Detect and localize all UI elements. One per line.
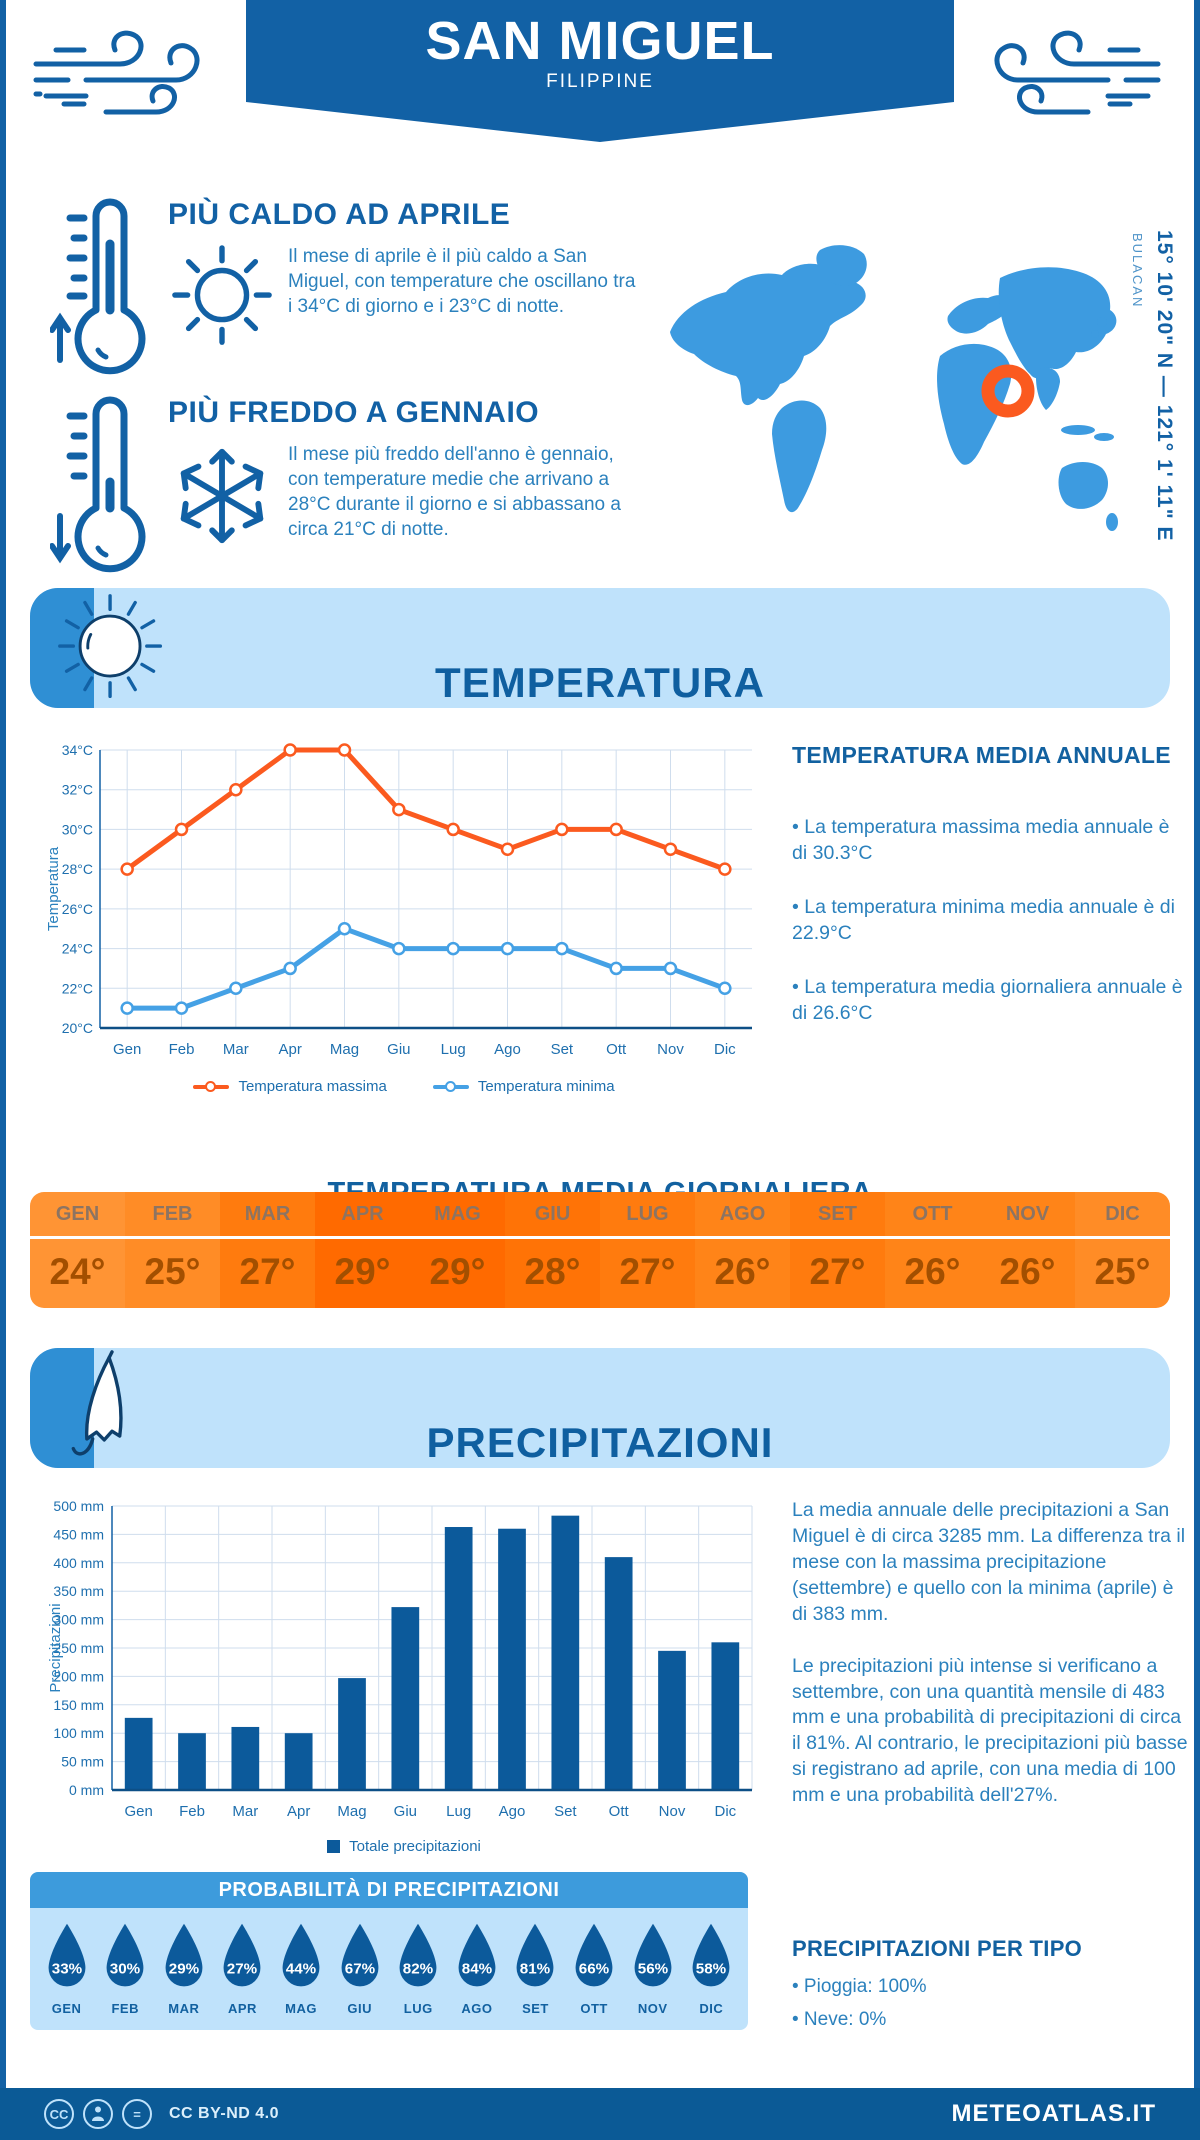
svg-text:Dic: Dic: [713, 1041, 736, 1058]
page-border-right: [1194, 0, 1200, 2140]
annual-temperature-bullets: [792, 815, 1190, 1027]
temperature-table-month: GEN: [30, 1192, 125, 1239]
legend-label: Temperatura minima: [477, 1078, 615, 1095]
svg-text:29%: 29%: [168, 1960, 200, 1978]
precipitation-by-type-heading: PRECIPITAZIONI PER TIPO: [792, 1936, 1083, 1961]
droplet-icon: [276, 1921, 326, 1991]
temperature-table-value: 29°: [429, 1251, 486, 1292]
highlight-warm-content: [168, 192, 640, 384]
temperature-section-title: TEMPERATURA: [435, 658, 765, 706]
svg-text:Lug: Lug: [446, 1803, 472, 1820]
probability-droplet-item: [214, 1921, 270, 2016]
temperature-table-column: [410, 1192, 505, 1308]
bullet-item: • Pioggia: 100%: [792, 1976, 927, 1997]
svg-text:Lug: Lug: [440, 1041, 466, 1058]
probability-month-label: MAG: [285, 2001, 317, 2016]
temperature-table-month: APR: [315, 1192, 410, 1239]
daily-temperature-table: [30, 1192, 1170, 1308]
svg-text:Mag: Mag: [337, 1803, 367, 1820]
svg-text:50 mm: 50 mm: [61, 1753, 104, 1770]
svg-text:27%: 27%: [227, 1960, 258, 1978]
droplet-icon: [100, 1921, 150, 1991]
temperature-table-column: [790, 1192, 885, 1308]
temperature-table-value: 26°: [904, 1251, 961, 1292]
wind-icon: [28, 24, 220, 136]
svg-text:300 mm: 300 mm: [53, 1611, 104, 1628]
probability-droplet-item: [625, 1921, 681, 2016]
temperature-banner: [30, 588, 1170, 708]
header-banner-point: [246, 102, 954, 142]
svg-text:20°C: 20°C: [61, 1020, 93, 1036]
temperature-table-month: AGO: [695, 1192, 790, 1239]
precipitation-paragraph-1: La media annuale delle precipitazioni a San Miguel è di circa 3285 mm. La differenza tra il mese con la massima precipitazione (settembre) e quello con la minima (aprile) è di 383 mm.: [792, 1499, 1186, 1625]
header-banner: [246, 0, 954, 102]
precipitation-chart: [44, 1496, 764, 1839]
svg-text:82%: 82%: [403, 1960, 434, 1978]
legend-marker-dot: [445, 1081, 456, 1092]
sun-icon: [168, 242, 276, 354]
temperature-table-column: [125, 1192, 220, 1308]
svg-text:400 mm: 400 mm: [53, 1554, 104, 1571]
svg-text:Apr: Apr: [278, 1041, 302, 1058]
droplet-icon: [42, 1921, 92, 1991]
temperature-table-value: 25°: [1094, 1251, 1151, 1292]
legend-item: [193, 1078, 386, 1095]
page-subtitle: FILIPPINE: [546, 71, 654, 92]
svg-text:Feb: Feb: [179, 1803, 205, 1820]
precipitation-banner: [30, 1348, 1170, 1468]
temperature-table-value: 27°: [809, 1251, 866, 1292]
wind-icon: [974, 24, 1166, 136]
snowflake-icon: [168, 440, 276, 552]
droplet-icon: [628, 1921, 678, 1991]
svg-text:24°C: 24°C: [61, 940, 93, 957]
droplet-icon: [217, 1921, 267, 1991]
temperature-table-column: [315, 1192, 410, 1308]
precipitation-by-type-bullets: [792, 1974, 1190, 2033]
probability-droplet-item: [507, 1921, 563, 2016]
svg-text:Mag: Mag: [329, 1041, 360, 1058]
droplet-icon: [569, 1921, 619, 1991]
cc-icon: CC: [44, 2099, 74, 2129]
probability-month-label: AGO: [461, 2001, 493, 2016]
highlight-warm-body: Il mese di aprile è il più caldo a San Miguel, con temperature che oscillano tra i 34°C di giorno e i 23°C di notte.: [288, 246, 636, 318]
highlight-cold-heading: PIÙ FREDDO A GENNAIO: [168, 396, 540, 429]
precipitation-probability-droplets: [30, 1908, 748, 2030]
probability-month-label: GIU: [347, 2001, 372, 2016]
page-title: SAN MIGUEL: [425, 11, 775, 71]
probability-month-label: NOV: [637, 2001, 668, 2016]
temperature-table-column: [980, 1192, 1075, 1308]
svg-text:450 mm: 450 mm: [53, 1526, 104, 1543]
probability-month-label: DIC: [699, 2001, 724, 2016]
svg-text:Set: Set: [554, 1803, 577, 1820]
probability-droplet-item: [97, 1921, 153, 2016]
droplet-icon: [510, 1921, 560, 1991]
temperature-table-value: 26°: [714, 1251, 771, 1292]
temperature-table-month: MAR: [220, 1192, 315, 1239]
temperature-table-value: 24°: [49, 1251, 106, 1292]
svg-text:200 mm: 200 mm: [53, 1668, 104, 1685]
temperature-chart-legend: [44, 1078, 764, 1095]
svg-text:81%: 81%: [520, 1960, 551, 1978]
svg-text:58%: 58%: [696, 1960, 727, 1978]
svg-text:22°C: 22°C: [61, 980, 93, 997]
temperature-table-value: 26°: [999, 1251, 1056, 1292]
svg-text:250 mm: 250 mm: [53, 1640, 104, 1656]
thermometer-down-icon: [50, 390, 168, 582]
probability-month-label: MAR: [168, 2001, 200, 2016]
temperature-table-month: OTT: [885, 1192, 980, 1239]
footer: [0, 2088, 1200, 2140]
svg-text:84%: 84%: [461, 1960, 493, 1978]
droplet-icon: [686, 1921, 736, 1991]
svg-text:Feb: Feb: [168, 1041, 195, 1058]
svg-text:67%: 67%: [344, 1960, 375, 1978]
droplet-icon: [393, 1921, 443, 1991]
temperature-table-month: GIU: [505, 1192, 600, 1239]
svg-text:56%: 56%: [637, 1960, 668, 1978]
legend-label: Temperatura massima: [238, 1078, 387, 1095]
temperature-table-value: 25°: [144, 1251, 201, 1292]
license-text: CC BY-ND 4.0: [169, 2105, 280, 2122]
svg-text:32°C: 32°C: [61, 781, 93, 798]
svg-text:30%: 30%: [110, 1960, 141, 1978]
probability-droplet-item: [39, 1921, 95, 2016]
probability-droplet-item: [683, 1921, 739, 2016]
svg-text:Nov: Nov: [658, 1803, 686, 1820]
temperature-table-value: 27°: [619, 1251, 676, 1292]
svg-text:350 mm: 350 mm: [53, 1583, 104, 1600]
svg-text:150 mm: 150 mm: [53, 1696, 104, 1713]
svg-text:Gen: Gen: [124, 1803, 153, 1820]
svg-text:26°C: 26°C: [61, 900, 93, 917]
map-coordinates: 15° 10' 20" N — 121° 1' 11" E: [1153, 230, 1176, 542]
temperature-table-column: [220, 1192, 315, 1308]
svg-text:100 mm: 100 mm: [53, 1725, 104, 1742]
temperature-table-month: DIC: [1075, 1192, 1170, 1239]
svg-text:500 mm: 500 mm: [53, 1498, 104, 1514]
precipitation-bar-chart-svg: [44, 1496, 764, 1834]
annual-temperature-summary: [792, 742, 1190, 1055]
page-border-left: [0, 0, 6, 2140]
svg-text:33%: 33%: [51, 1960, 82, 1978]
continent-north-america: [670, 264, 866, 405]
temperature-table-column: [1075, 1192, 1170, 1308]
svg-text:Mar: Mar: [222, 1041, 249, 1058]
probability-droplet-item: [332, 1921, 388, 2016]
svg-text:44%: 44%: [285, 1960, 317, 1978]
precipitation-section-title: PRECIPITAZIONI: [426, 1418, 774, 1466]
svg-text:Dic: Dic: [714, 1803, 737, 1820]
thermometer-up-icon: [50, 192, 168, 384]
svg-text:Ago: Ago: [498, 1803, 526, 1820]
legend-item: [327, 1838, 481, 1855]
continent-south-america: [772, 401, 826, 513]
probability-month-label: OTT: [580, 2001, 608, 2016]
highlight-warmest-month: [50, 192, 660, 384]
temperature-table-column: [695, 1192, 790, 1308]
bullet-item: • La temperatura media giornaliera annuale è di 26.6°C: [792, 975, 1183, 1024]
location-ring-icon: [988, 371, 1028, 411]
probability-droplet-item: [156, 1921, 212, 2016]
temperature-table-month: FEB: [125, 1192, 220, 1239]
temperature-line-chart-svg: [44, 738, 764, 1070]
probability-droplet-item: [273, 1921, 329, 2016]
bullet-item: • Neve: 0%: [792, 2009, 887, 2031]
probability-month-label: GEN: [51, 2001, 82, 2016]
svg-text:Gen: Gen: [112, 1041, 142, 1058]
world-map: [642, 220, 1122, 555]
temperature-table-month: NOV: [980, 1192, 1075, 1239]
svg-text:Nov: Nov: [657, 1041, 684, 1058]
temperature-table-column: [505, 1192, 600, 1308]
legend-line-sample: [433, 1085, 469, 1089]
svg-text:Ott: Ott: [608, 1803, 629, 1820]
precipitation-summary: [792, 1498, 1190, 1835]
temperature-chart: [44, 738, 764, 1075]
probability-month-label: LUG: [403, 2001, 433, 2016]
svg-text:28°C: 28°C: [61, 861, 93, 878]
temperature-table-value: 29°: [334, 1251, 391, 1292]
svg-text:Set: Set: [550, 1041, 574, 1058]
svg-text:Ago: Ago: [494, 1041, 521, 1058]
region-india: [1036, 368, 1060, 410]
probability-droplet-item: [390, 1921, 446, 2016]
bullet-item: • La temperatura massima media annuale è di 30.3°C: [792, 816, 1170, 864]
temperature-table-value: 28°: [524, 1251, 581, 1292]
highlight-cold-content: [168, 390, 640, 582]
legend-square-swatch: [327, 1840, 340, 1853]
precipitation-paragraph-2: Le precipitazioni più intense si verificano a settembre, con una quantità mensile di 483 mm e una probabilità di precipitazioni di circa il 81%. Al contrario, le precipitazioni più basse si registrano ad aprile, con una media di 100 mm e una probabilità dell'27%.: [792, 1654, 1188, 1807]
no-derivatives-icon: =: [122, 2099, 152, 2129]
droplet-icon: [335, 1921, 385, 1991]
brand-text: METEOATLAS.IT: [951, 2100, 1156, 2127]
temperature-table-value: 27°: [239, 1251, 296, 1292]
probability-month-label: FEB: [111, 2001, 139, 2016]
svg-text:Temperatura: Temperatura: [45, 846, 62, 932]
svg-text:66%: 66%: [578, 1960, 610, 1978]
svg-text:Precipitazioni: Precipitazioni: [47, 1603, 64, 1693]
temperature-table-month: LUG: [600, 1192, 695, 1239]
legend-marker-dot: [205, 1081, 216, 1092]
temperature-table-column: [885, 1192, 980, 1308]
svg-text:Ott: Ott: [606, 1041, 627, 1058]
precipitation-probability-panel: [30, 1872, 748, 2030]
droplet-icon: [452, 1921, 502, 1991]
droplet-icon: [159, 1921, 209, 1991]
temperature-table-column: [600, 1192, 695, 1308]
highlight-warm-heading: PIÙ CALDO AD APRILE: [168, 198, 511, 231]
bullet-item: • La temperatura minima media annuale è di 22.9°C: [792, 895, 1175, 944]
attribution-icon: [83, 2099, 113, 2129]
precipitation-probability-heading: PROBABILITÀ DI PRECIPITAZIONI: [30, 1872, 748, 1908]
precipitation-chart-legend: [44, 1838, 764, 1855]
svg-text:34°C: 34°C: [61, 742, 93, 758]
temperature-table-column: [30, 1192, 125, 1308]
svg-text:30°C: 30°C: [61, 821, 93, 838]
map-region: BULACAN: [1130, 233, 1145, 309]
temperature-table-month: MAG: [410, 1192, 505, 1239]
svg-text:0 mm: 0 mm: [69, 1782, 104, 1798]
legend-line-sample: [193, 1085, 229, 1089]
svg-text:Giu: Giu: [393, 1803, 418, 1820]
probability-droplet-item: [449, 1921, 505, 2016]
highlight-cold-body: Il mese più freddo dell'anno è gennaio, con temperature medie che arrivano a 28°C durante il giorno e si abbassano a circa 21°C di notte.: [288, 444, 621, 541]
continent-australia: [1059, 462, 1108, 509]
probability-month-label: SET: [522, 2001, 549, 2016]
highlight-coldest-month: [50, 390, 660, 582]
svg-text:Apr: Apr: [286, 1803, 311, 1820]
legend-item: [433, 1078, 615, 1095]
probability-droplet-item: [566, 1921, 622, 2016]
annual-temperature-heading: TEMPERATURA MEDIA ANNUALE: [792, 742, 1171, 768]
svg-text:Giu: Giu: [387, 1041, 411, 1058]
temperature-table-month: SET: [790, 1192, 885, 1239]
probability-month-label: APR: [227, 2001, 257, 2016]
svg-text:Mar: Mar: [232, 1803, 259, 1820]
precipitation-by-type: [792, 1936, 1190, 2041]
legend-label: Totale precipitazioni: [349, 1838, 481, 1855]
